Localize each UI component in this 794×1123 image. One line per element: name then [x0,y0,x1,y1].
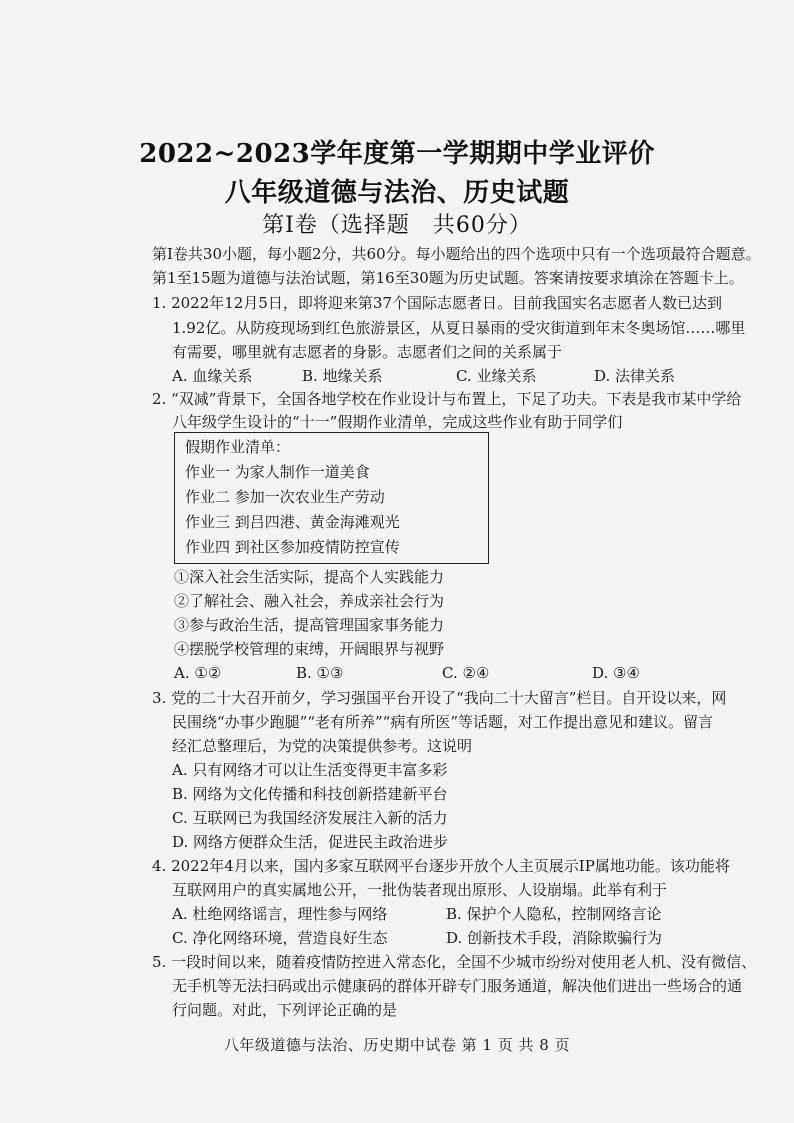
homework-list-title: 假期作业清单： [185,438,291,456]
question-1-line-1: 1. 2022年12月5日，即将迎来第37个国际志愿者日。目前我国实名志愿者人数已达到 [152,294,722,312]
question-2-option-b: B. ①③ [296,664,344,682]
question-3-option-a: A. 只有网络才可以让生活变得更丰富多彩 [172,761,448,779]
instruction-line-2: 第1至15题为道德与法治试题，第16至30题为历史试题。答案请按要求填涂在答题卡上。 [152,269,744,287]
question-3-line-3: 经汇总整理后，为党的决策提供参考。这说明 [172,737,473,755]
question-4-line-2: 互联网用户的真实属地公开，一批伪装者现出原形、人设崩塌。此举有利于 [172,881,668,899]
question-4-option-c: C. 净化网络环境，营造良好生态 [172,929,388,947]
page-footer: 八年级道德与法治、历史期中试卷 第 1 页 共 8 页 [223,1036,571,1054]
question-5-line-3: 行问题。对此，下列评论正确的是 [172,1001,398,1019]
question-2-statement-3: ③参与政治生活，提高管理国家事务能力 [174,616,445,634]
question-2-statement-2: ②了解社会、融入社会，养成亲社会行为 [174,592,445,610]
homework-item-4: 作业四 到社区参加疫情防控宣传 [185,538,400,556]
question-3-option-c: C. 互联网已为我国经济发展注入新的活力 [172,809,448,827]
homework-list-box [174,432,489,564]
exam-title: 2022~2023学年度第一学期期中学业评价 [139,139,655,169]
question-1-option-c: C. 业缘关系 [456,367,537,385]
question-3-option-d: D. 网络方便群众生活，促进民主政治进步 [172,833,449,851]
question-1-option-d: D. 法律关系 [594,367,676,385]
question-2-statement-1: ①深入社会生活实际，提高个人实践能力 [174,568,445,586]
question-2-option-c: C. ②④ [442,664,490,682]
question-1-line-3: 有需要，哪里就有志愿者的身影。志愿者们之间的关系属于 [172,343,563,361]
question-4-line-1: 4. 2022年4月以来，国内多家互联网平台逐步开放个人主页展示IP属地功能。该功能将 [152,857,730,875]
question-2-option-d: D. ③④ [592,664,640,682]
instruction-line-1: 第Ⅰ卷共30小题，每小题2分，共60分。每小题给出的四个选项中只有一个选项最符合题意。 [152,245,761,263]
question-1-line-2: 1.92亿。从防疫现场到红色旅游景区，从夏日暴雨的受灾街道到年末冬奥场馆……哪里 [172,319,746,337]
question-5-line-1: 5. 一段时间以来，随着疫情防控进入常态化，全国不少城市纷纷对使用老人机、没有微信、 [152,953,757,971]
question-3-option-b: B. 网络为文化传播和科技创新搭建新平台 [172,785,448,803]
question-3-line-1: 3. 党的二十大召开前夕，学习强国平台开设了“我向二十大留言”栏目。自开设以来，网 [152,689,727,707]
question-2-statement-4: ④摆脱学校管理的束缚，开阔眼界与视野 [174,640,445,658]
section-title: 第Ⅰ卷（选择题 共60分） [262,213,532,238]
question-4-option-d: D. 创新技术手段，消除欺骗行为 [446,929,663,947]
question-1-option-b: B. 地缘关系 [302,367,383,385]
question-4-option-a: A. 杜绝网络谣言，理性参与网络 [172,905,388,923]
question-2-line-1: 2. “双减”背景下，全国各地学校在作业设计与布置上，下足了功夫。下表是我市某中学给 [152,390,742,408]
homework-item-3: 作业三 到吕四港、黄金海滩观光 [185,513,400,531]
question-3-line-2: 民围绕“办事少跑腿”“老有所养”“病有所医”等话题，对工作提出意见和建议。留言 [172,713,714,731]
question-1-option-a: A. 血缘关系 [172,367,253,385]
question-4-option-b: B. 保护个人隐私，控制网络言论 [446,905,662,923]
homework-item-2: 作业二 参加一次农业生产劳动 [185,488,385,506]
question-2-line-2: 八年级学生设计的“十一”假期作业清单，完成这些作业有助于同学们 [172,413,623,431]
question-2-option-a: A. ①② [174,664,222,682]
question-5-line-2: 无手机等无法扫码或出示健康码的群体开辟专门服务通道，解决他们进出一些场合的通 [172,977,743,995]
homework-item-1: 作业一 为家人制作一道美食 [185,463,370,481]
exam-subtitle: 八年级道德与法治、历史试题 [224,178,570,208]
